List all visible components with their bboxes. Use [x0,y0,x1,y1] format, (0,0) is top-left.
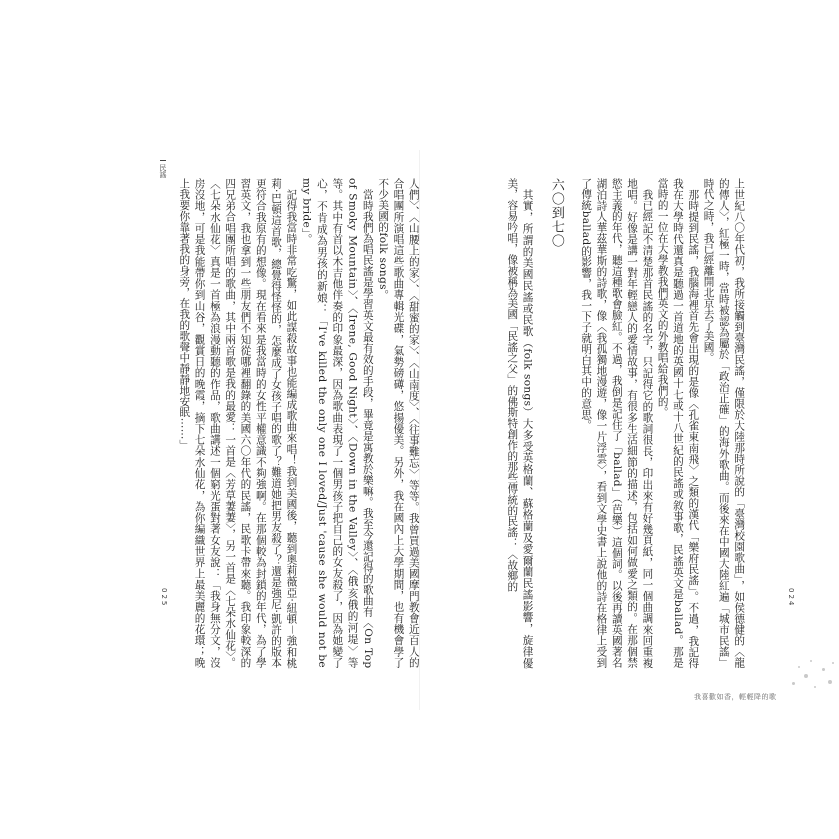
running-head [158,160,168,178]
left-page-text [176,178,421,668]
decor-dot [792,682,795,685]
left-paragraph-1: 人們〉、〈山腰上的家〉、〈甜蜜的家〉、〈山南度〉、〈往事難忘〉等等。我曾買過美國摩門教會近百人的合唱團所演唱這些歌曲專輯光碟，氣勢磅礡，悠揚優美。另外，我在國內上大學期間，也有機會學了不少美國的folk songs。 [377,178,420,668]
section-paragraph: 其實，所謂的美國民謠或民歌（folk songs）大多受英格蘭、蘇格蘭及愛爾蘭民謠影響，旋律優美，容易吟唱，像被稱為美國「民謠之父」的佛斯特創作的那些傳統的民謠：〈故鄉的 [506,178,534,668]
tagline-text: 我喜歡如香，輕輕降的歌 [694,693,777,701]
decor-dot [798,666,800,668]
right-paragraph-3: 我已經記不清楚那首民謠的名字，只記得它的歌詞很長，印出來有好幾頁紙，同一個曲調來回重複地唱。好像是講一對年輕戀人的愛情故事，有很多生活細節的描述，包括如何做愛之類的。在那個禁慾主義的年代，聽這種歌會臉紅。不過，我倒是記住了「ballad」（芭樂）這個詞。以後再讀英國著名湖泊詩人華茲華斯的詩歌，像〈我孤獨地漫遊，像一片浮雲〉，看到文學史書上說他的詩在格律上受到了傳統ballad的影響，我一下子就明白其中的意思。 [580,178,654,668]
page-number-left: 025 [160,588,168,608]
decor-dot [814,686,816,688]
decor-dot [810,660,812,662]
decor-dot [822,668,825,671]
decor-dot [804,674,808,678]
running-head-bar [160,160,166,161]
section-heading: 六〇到七〇 [548,178,564,248]
running-head-label: 民謠 [159,164,167,178]
right-paragraph-1: 上世紀八〇年代初，我所接觸到臺灣民謠，僅限於大陸那時所說的「臺灣校園歌曲」，如侯德健的〈龍的傳人〉，紅極一時，當時被認為屬於「政治正確」的海外歌曲。而後來在中國大陸紅遍「城市民謠」時代之時，我已經離開北京去了美國。 [702,178,746,668]
decor-dot [832,662,834,664]
left-paragraph-3: 記得我當時非常吃驚，如此謀殺故事也能編成歌曲來唱！我到美國後，聽到奧莉薇亞·紐頓－強和桃莉·巴頓這首歌，總覺得怪怪的，怎麼成了女孩子唱的歌了？難道她把男友殺了？還是強尼·凱許的版本更符合我原有的想像。現在看來是我當時的女性平權意識不夠強啊。在那個較為封鎖的年代，為了學習英文，我也拿到一些朋友們不知從哪裡翻錄的美國六〇年代的民謠，民歌卡帶來聽。我印象較深的四兄弟合唱團所唱的歌曲，其中兩首歌是我的最愛：一首是〈芳草萋萋〉，另一首是〈七朵水仙花〉。〈七朵水仙花〉真是一首極為浪漫動聽的作品，歌曲講述一個窮光蛋對著女友說：「我身無分文，沒房沒地，可是我能帶你到山谷，觀賞日的晚霞，摘下七朵水仙花，為你編織世界上最美麗的花環；晚上我要你靠著我的身旁，在我的歌聲中靜靜地安眠……」 [178,178,298,668]
page-number-right: 024 [787,588,795,608]
right-paragraph-2: 那時提到民謠，我腦海裡首先會出現的是像〈孔雀東南飛〉之類的漢代「樂府民謠」。不過，我記得我在大學時代還真是聽過一首道地的英國十七或十八世紀的民謠或敘事歌，民謠英文是ballad。那是當時的一位在大學教我們英文的外教唱給我們的。 [656,178,700,668]
left-paragraph-2: 當時我們為唱民謠是學習英文最有效的手段，畢竟是寓教於樂嘛。我至今還記得的歌曲有〈On Top of Smoky Mountain〉、〈Irene, Good Night〉、〈Down in the Valley〉、〈俄亥俄的河堤〉等等。其中有首以木吉他伴奏的印象最深，因為歌曲表現了一個男孩子把自己的女友殺了，因為她變了心，不肯成為男孩的新娘：「I've killed the only one I loved/Just 'cause she would not be my bride」。 [300,178,374,668]
right-page-text [504,178,746,668]
right-page [504,178,782,668]
decor-dot [828,680,832,684]
decorative-tagline [694,652,839,732]
left-page [176,178,420,668]
